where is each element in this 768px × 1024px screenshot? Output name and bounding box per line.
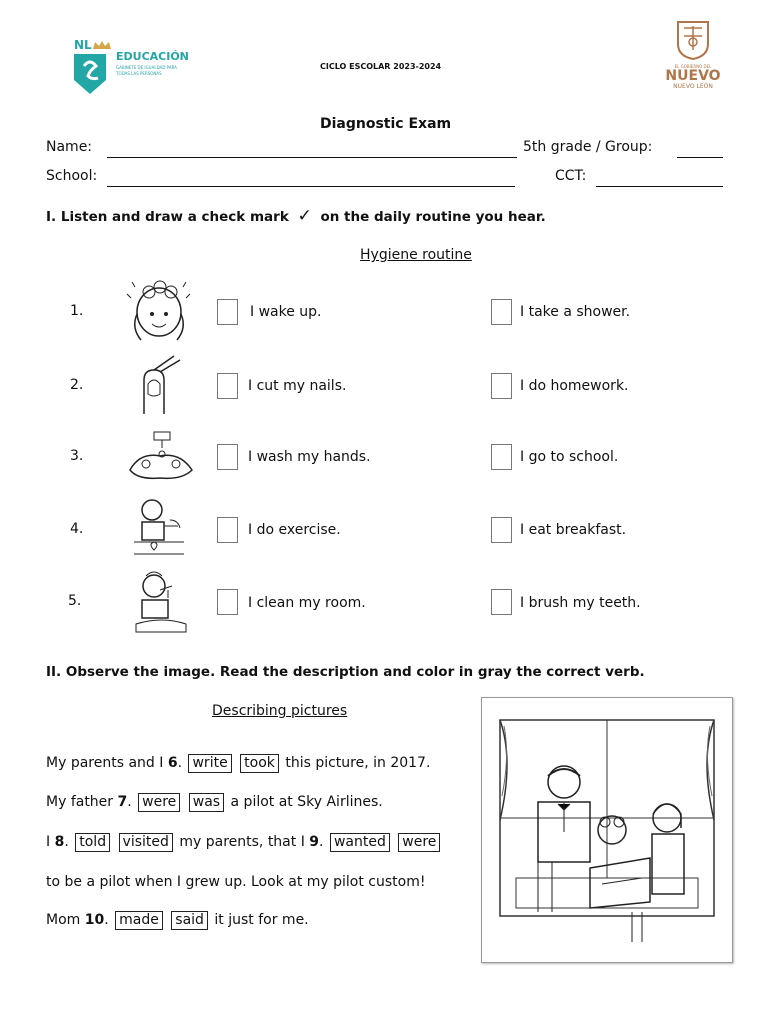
school-year: CICLO ESCOLAR 2023-2024 xyxy=(320,62,442,71)
checkbox-4a[interactable] xyxy=(217,517,238,543)
option-1a: I wake up. xyxy=(250,304,322,320)
group-line[interactable] xyxy=(677,157,723,158)
option-1b: I take a shower. xyxy=(520,304,631,320)
verb-option-told[interactable]: told xyxy=(75,833,110,852)
cct-line[interactable] xyxy=(596,186,723,187)
option-2a: I cut my nails. xyxy=(248,378,347,394)
item-number: 4. xyxy=(70,521,84,537)
section1-instruction-suffix: on the daily routine you hear. xyxy=(320,209,546,225)
sentence-7: My father 7. were was a pilot at Sky Airlines. xyxy=(46,794,383,810)
option-4a: I do exercise. xyxy=(248,522,341,538)
section1-instruction-prefix: I. Listen and draw a check mark xyxy=(46,209,289,225)
checkbox-2b[interactable] xyxy=(491,373,512,399)
gov-sub-text: NUEVO LEÓN xyxy=(673,83,713,90)
checkbox-5a[interactable] xyxy=(217,589,238,615)
checkbox-5b[interactable] xyxy=(491,589,512,615)
logo-nl: NL xyxy=(74,38,92,52)
gov-main-text: NUEVO xyxy=(665,68,721,84)
item-number: 1. xyxy=(70,303,84,319)
verb-option-were[interactable]: were xyxy=(138,793,180,812)
crown-icon xyxy=(92,40,112,50)
verb-option-write[interactable]: write xyxy=(188,754,231,773)
option-4b: I eat breakfast. xyxy=(520,522,627,538)
section1-instruction xyxy=(46,206,546,226)
item-number: 5. xyxy=(68,593,82,609)
option-2b: I do homework. xyxy=(520,378,629,394)
washing-hands-icon xyxy=(126,430,198,486)
option-5b: I brush my teeth. xyxy=(520,595,641,611)
option-3b: I go to school. xyxy=(520,449,619,465)
verb-option-visited[interactable]: visited xyxy=(119,833,173,852)
government-logo xyxy=(660,16,726,96)
education-logo xyxy=(72,40,192,96)
section2-instruction: II. Observe the image. Read the description and color in gray the correct verb. xyxy=(46,664,645,680)
option-3a: I wash my hands. xyxy=(248,449,371,465)
checkbox-2a[interactable] xyxy=(217,373,238,399)
verb-option-wanted[interactable]: wanted xyxy=(330,833,390,852)
check-mark-icon: ✓ xyxy=(297,206,312,226)
logo-education-name: EDUCACIÓN xyxy=(116,50,189,63)
verb-option-was[interactable]: was xyxy=(189,793,224,812)
verb-option-took[interactable]: took xyxy=(240,754,279,773)
sentence-continuation: to be a pilot when I grew up. Look at my pilot custom! xyxy=(46,874,426,890)
checkbox-1b[interactable] xyxy=(491,299,512,325)
checkbox-4b[interactable] xyxy=(491,517,512,543)
gov-top-text: EL GOBIERNO DEL xyxy=(674,64,712,69)
name-line[interactable] xyxy=(107,157,517,158)
verb-option-said[interactable]: said xyxy=(171,911,208,930)
family-illustration-icon xyxy=(482,698,732,962)
sentence-6: My parents and I 6. write took this picture, in 2017. xyxy=(46,755,431,771)
boy-washing-icon xyxy=(130,494,192,560)
washing-face-icon xyxy=(122,274,197,350)
item-number: 2. xyxy=(70,377,84,393)
sentence-8-9: I 8. told visited my parents, that I 9. wanted were xyxy=(46,833,442,852)
logo-tagline: GABINETE DE IGUALDAD PARA TODAS LAS PERSONAS xyxy=(116,65,177,76)
name-label: Name: xyxy=(46,139,93,155)
coat-of-arms-icon xyxy=(675,16,711,60)
verb-option-made[interactable]: made xyxy=(115,911,163,930)
page-title: Diagnostic Exam xyxy=(320,116,452,132)
finger-nail-icon xyxy=(134,354,184,416)
school-line[interactable] xyxy=(107,186,515,187)
family-picture xyxy=(481,697,733,963)
grade-label: 5th grade / Group: xyxy=(523,139,653,155)
cct-label: CCT: xyxy=(555,168,587,184)
section2-subtitle: Describing pictures xyxy=(212,703,348,719)
item-number: 3. xyxy=(70,448,84,464)
boy-brushing-teeth-icon xyxy=(130,568,192,636)
school-label: School: xyxy=(46,168,98,184)
checkbox-3a[interactable] xyxy=(217,444,238,470)
checkbox-3b[interactable] xyxy=(491,444,512,470)
option-5a: I clean my room. xyxy=(248,595,366,611)
checkbox-1a[interactable] xyxy=(217,299,238,325)
verb-option-were-2[interactable]: were xyxy=(398,833,440,852)
section1-subtitle: Hygiene routine xyxy=(360,247,472,263)
sentence-10: Mom 10. made said it just for me. xyxy=(46,912,309,928)
